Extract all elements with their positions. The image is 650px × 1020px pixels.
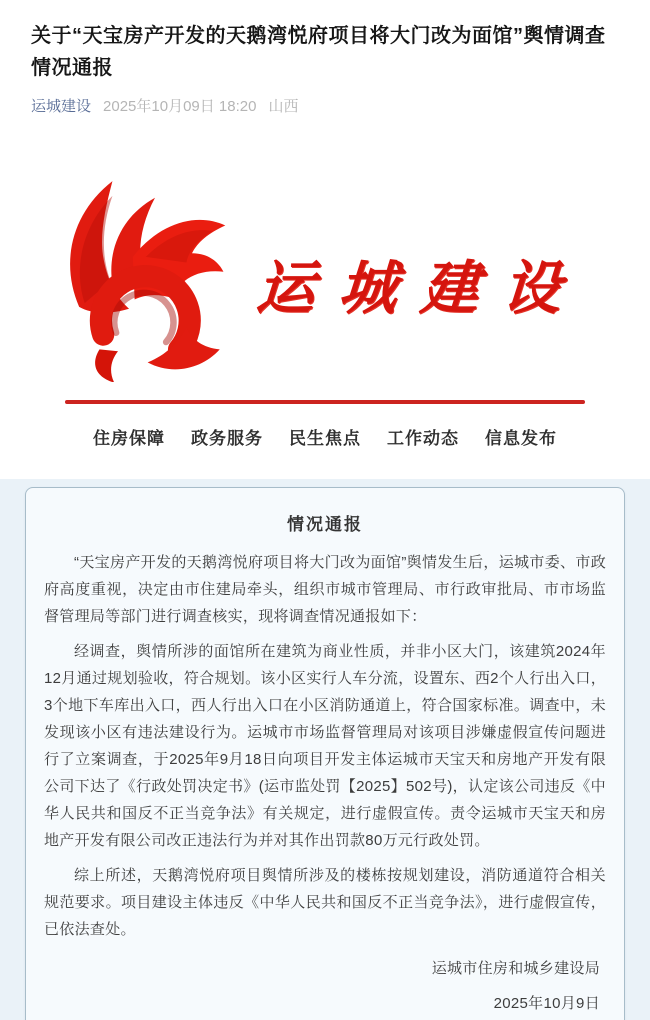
publish-location: 山西 — [268, 98, 299, 115]
notice-title: 情况通报 — [287, 515, 363, 534]
banner-nav-item-work: 工作动态 — [387, 429, 459, 448]
notice-signature: 运城市住房和城乡建设局 — [431, 960, 600, 977]
notice-paragraph-2: 经调查，舆情所涉的面馆所在建筑为商业性质，并非小区大门，该建筑2024年12月通过规划验收，符合规划。该小区实行人车分流，设置东、西2个人行出入口，3个地下车库出入口，西人行出入口在小区消防通道上，符合国家标准。调查中，未发现该小区有违法建设行为。运城市市场监督管理局对该项目涉嫌虚假宣传问题进行了立案调查，于2025年9月18日向项目开发主体运城市天宝天和房地产开发有限公司下达了《行政处罚决定书》(运市监处罚【2025】502号)，认定该公司违反《中华人民共和国反不正当竞争法》有关规定，进行虚假宣传。责令运城市天宝天和房地产开发有限公司改正违法行为并对其作出罚款80万元行政处罚。 — [44, 643, 606, 849]
notice-paragraph-3: 综上所述，天鹅湾悦府项目舆情所涉及的楼栋按规划建设，消防通道符合相关规范要求。项目建设主体违反《中华人民共和国反不正当竞争法》，进行虚假宣传，已依法查处。 — [44, 867, 606, 938]
article-title: 关于“天宝房产开发的天鹅湾悦府项目将大门改为面馆”舆情调查情况通报 — [31, 25, 606, 79]
banner-divider-line — [65, 400, 585, 404]
brand-logo-row — [0, 160, 650, 388]
publish-datetime: 2025年10月09日 18:20 — [103, 98, 257, 115]
byline — [31, 95, 620, 116]
banner-nav-item-housing: 住房保障 — [93, 429, 165, 448]
red-ribbon-icon — [44, 167, 229, 382]
banner-nav-item-livelihood: 民生焦点 — [289, 429, 361, 448]
brand-name-calligraphy: 运城建设 — [254, 254, 588, 322]
brand-banner-image — [0, 160, 650, 449]
banner-nav-item-services: 政务服务 — [191, 429, 263, 448]
notice-box — [25, 487, 625, 1020]
banner-nav-item-info: 信息发布 — [485, 429, 557, 448]
article-header — [0, 0, 650, 116]
banner-nav — [0, 424, 650, 449]
notice-sign-date: 2025年10月9日 — [493, 995, 600, 1012]
notice-section — [0, 479, 650, 1020]
notice-paragraph-1: “天宝房产开发的天鹅湾悦府项目将大门改为面馆”舆情发生后，运城市委、市政府高度重视，决定由市住建局牵头，组织市城市管理局、市行政审批局、市市场监督管理局等部门进行调查核实，现将调查情况通报如下： — [44, 554, 606, 625]
source-account-link[interactable]: 运城建设 — [31, 98, 92, 115]
